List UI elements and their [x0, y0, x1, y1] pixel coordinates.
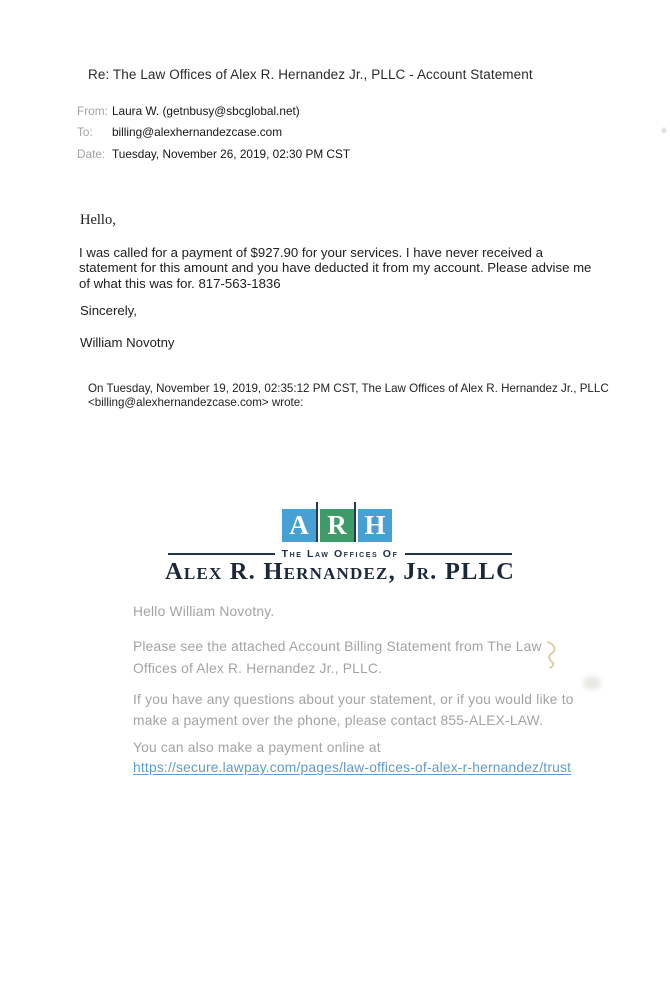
arh-logo-tile-h: [358, 509, 392, 542]
message-body: [79, 245, 591, 291]
arh-logo-separator: [354, 502, 356, 542]
tagline-rule-right: [405, 553, 512, 555]
to-value: billing@alexhernandezcase.com: [112, 125, 283, 139]
quoted-paragraph-2: [133, 690, 574, 732]
message-closing: Sincerely,: [80, 303, 137, 318]
date-value: Tuesday, November 26, 2019, 02:30 PM CST: [112, 147, 351, 161]
email-subject: Re: The Law Offices of Alex R. Hernandez Jr., PLLC - Account Statement: [88, 67, 533, 82]
payment-link[interactable]: https://secure.lawpay.com/pages/law-offices-of-alex-r-hernandez/trust: [133, 760, 572, 775]
scan-mark-speck: [662, 128, 666, 133]
quoted-attribution-line: <billing@alexhernandezcase.com> wrote:: [88, 395, 304, 409]
from-value: Laura W. (getnbusy@sbcglobal.net): [112, 104, 300, 118]
arh-logo-letter-r: R: [327, 510, 347, 540]
quoted-paragraph-line: make a payment over the phone, please contact 855-ALEX-LAW.: [133, 712, 544, 728]
tagline-rule-left: [168, 553, 275, 555]
quoted-attribution-line: On Tuesday, November 19, 2019, 02:35:12 PM CST, The Law Offices of Alex R. Hernandez Jr., PLLC: [88, 382, 609, 395]
header-row-from: [77, 104, 300, 118]
scan-mark-pen-squiggle: [544, 640, 560, 670]
header-row-to: [77, 125, 282, 139]
quoted-greeting: Hello William Novotny.: [133, 604, 275, 619]
message-greeting: Hello,: [80, 212, 116, 228]
quoted-paragraph-line: Please see the attached Account Billing Statement from The Law: [133, 639, 542, 654]
scan-mark-smudge: [583, 676, 601, 690]
message-body-line: statement for this amount and you have deducted it from my account. Please advise me: [79, 260, 592, 276]
quoted-paragraph-line: If you have any questions about your statement, or if you would like to: [133, 692, 574, 707]
logo-tagline: The Law Offices Of: [281, 548, 399, 560]
quoted-attribution: [88, 382, 609, 410]
quoted-paragraph-3: You can also make a payment online at: [133, 740, 381, 755]
quoted-paragraph-line: Offices of Alex R. Hernandez Jr., PLLC.: [133, 661, 383, 677]
message-body-line: I was called for a payment of $927.90 for your services. I have never received a: [79, 245, 544, 260]
from-label: From:: [77, 104, 108, 118]
quoted-paragraph-1: [133, 636, 542, 681]
to-label: To:: [77, 125, 93, 139]
logo-firm-name: Alex R. Hernandez, Jr. PLLC: [165, 558, 515, 585]
header-row-date: [77, 147, 350, 161]
arh-logo-letter-a: A: [289, 510, 309, 540]
arh-logo-separator: [316, 502, 318, 542]
message-signature: William Novotny: [80, 335, 175, 350]
arh-logo-letter-h: H: [364, 510, 386, 540]
arh-logo-tile-r: [320, 509, 354, 542]
arh-logo-tile-a: [282, 509, 316, 542]
date-label: Date:: [77, 147, 106, 161]
message-body-line: of what this was for. 817-563-1836: [79, 275, 281, 291]
